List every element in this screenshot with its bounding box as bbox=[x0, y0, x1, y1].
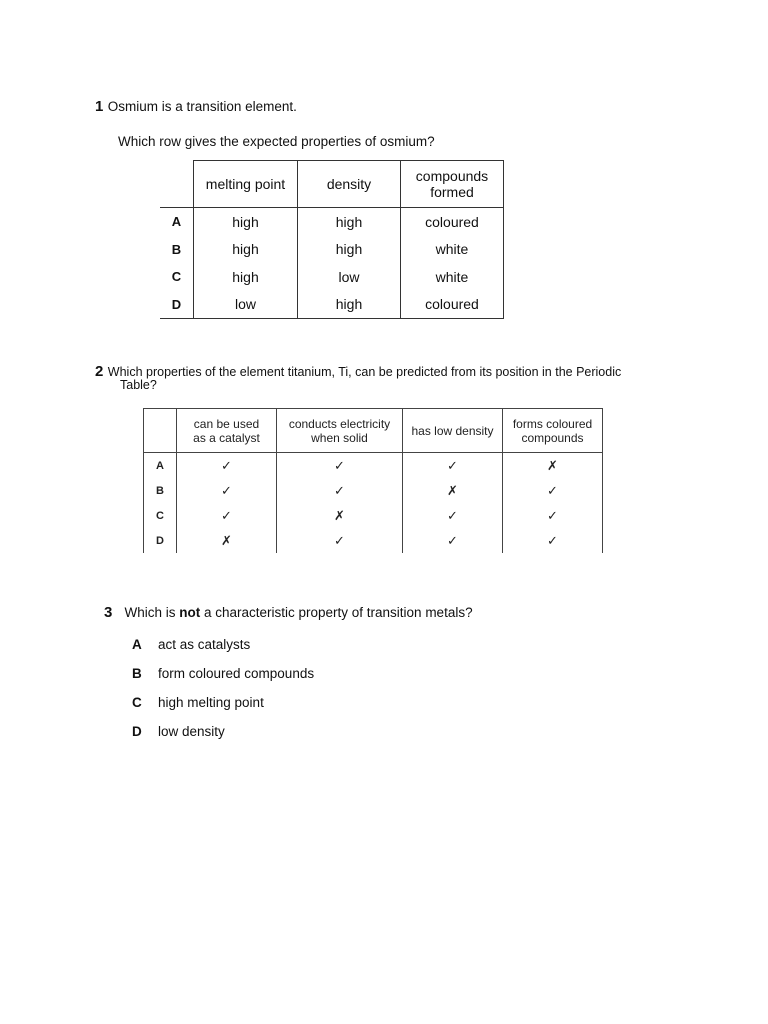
table-row bbox=[160, 208, 504, 236]
table-cell: ✓ bbox=[177, 503, 277, 528]
table-cell: high bbox=[298, 236, 401, 264]
table-row bbox=[144, 528, 603, 553]
table-cell: low bbox=[298, 263, 401, 291]
option-text: form coloured compounds bbox=[158, 666, 315, 681]
question-1 bbox=[95, 98, 297, 116]
table-cell: low bbox=[194, 291, 298, 319]
table-cell: ✓ bbox=[503, 528, 603, 553]
question-stem: Which is not a characteristic property of transition metals? bbox=[124, 605, 473, 620]
column-header: melting point bbox=[194, 161, 298, 208]
question-number: 1 bbox=[95, 98, 104, 115]
option-letter: B bbox=[132, 666, 142, 681]
option-a[interactable] bbox=[132, 637, 250, 652]
table-row bbox=[144, 453, 603, 479]
row-label: C bbox=[171, 269, 182, 285]
table-cell: ✗ bbox=[403, 478, 503, 503]
column-header: can be used as a catalyst bbox=[177, 409, 277, 453]
table-cell: ✗ bbox=[177, 528, 277, 553]
table-cell: high bbox=[194, 236, 298, 264]
column-header: density bbox=[298, 161, 401, 208]
option-letter: D bbox=[132, 724, 142, 739]
row-label: A bbox=[171, 214, 182, 230]
option-text: act as catalysts bbox=[158, 637, 251, 652]
table-cell: high bbox=[298, 208, 401, 236]
column-header: compounds formed bbox=[401, 161, 504, 208]
table-cell: ✓ bbox=[503, 478, 603, 503]
question-stem: Osmium is a transition element. bbox=[107, 99, 297, 114]
table-cell: ✓ bbox=[403, 453, 503, 479]
option-d[interactable] bbox=[132, 724, 225, 739]
table-cell: ✓ bbox=[177, 453, 277, 479]
table-cell: ✓ bbox=[277, 478, 403, 503]
table-cell: ✓ bbox=[503, 503, 603, 528]
question-number: 3 bbox=[104, 604, 113, 621]
table-cell: ✓ bbox=[277, 528, 403, 553]
table-cell: white bbox=[401, 236, 504, 264]
table-header-row bbox=[160, 161, 504, 208]
table-row bbox=[160, 236, 504, 264]
row-label: D bbox=[160, 291, 194, 319]
question-3 bbox=[104, 604, 473, 622]
option-letter: C bbox=[132, 695, 142, 710]
table-cell: high bbox=[194, 263, 298, 291]
question-stem: Which properties of the element titanium, Ti, can be predicted from its position in the Periodic bbox=[107, 365, 622, 379]
table-cell: ✗ bbox=[277, 503, 403, 528]
table-cell: white bbox=[401, 263, 504, 291]
row-label: B bbox=[144, 478, 177, 503]
question-number: 2 bbox=[95, 363, 104, 380]
option-letter: A bbox=[132, 637, 142, 652]
table-row bbox=[144, 478, 603, 503]
option-b[interactable] bbox=[132, 666, 314, 681]
table-cell: coloured bbox=[401, 291, 504, 319]
column-header: has low density bbox=[403, 409, 503, 453]
table-cell: coloured bbox=[401, 208, 504, 236]
table-cell: ✓ bbox=[403, 503, 503, 528]
table-cell: high bbox=[194, 208, 298, 236]
table-cell: ✓ bbox=[177, 478, 277, 503]
question-2 bbox=[95, 363, 665, 381]
table-row bbox=[160, 263, 504, 291]
row-label: C bbox=[144, 503, 177, 528]
properties-table bbox=[160, 160, 504, 319]
table-row bbox=[144, 503, 603, 528]
question-prompt: Which row gives the expected properties of osmium? bbox=[118, 134, 435, 149]
row-label: A bbox=[144, 453, 177, 479]
titanium-properties-table bbox=[143, 408, 603, 553]
table-header-row bbox=[144, 409, 603, 453]
table-cell: high bbox=[298, 291, 401, 319]
option-c[interactable] bbox=[132, 695, 264, 710]
column-header: forms coloured compounds bbox=[503, 409, 603, 453]
column-header: conducts electricity when solid bbox=[277, 409, 403, 453]
table-row bbox=[160, 291, 504, 319]
option-text: low density bbox=[158, 724, 225, 739]
row-label: B bbox=[171, 241, 182, 257]
option-text: high melting point bbox=[158, 695, 264, 710]
table-cell: ✓ bbox=[403, 528, 503, 553]
question-stem-continued: Table? bbox=[120, 378, 157, 392]
table-cell: ✓ bbox=[277, 453, 403, 479]
row-label: D bbox=[144, 528, 177, 553]
table-cell: ✗ bbox=[503, 453, 603, 479]
